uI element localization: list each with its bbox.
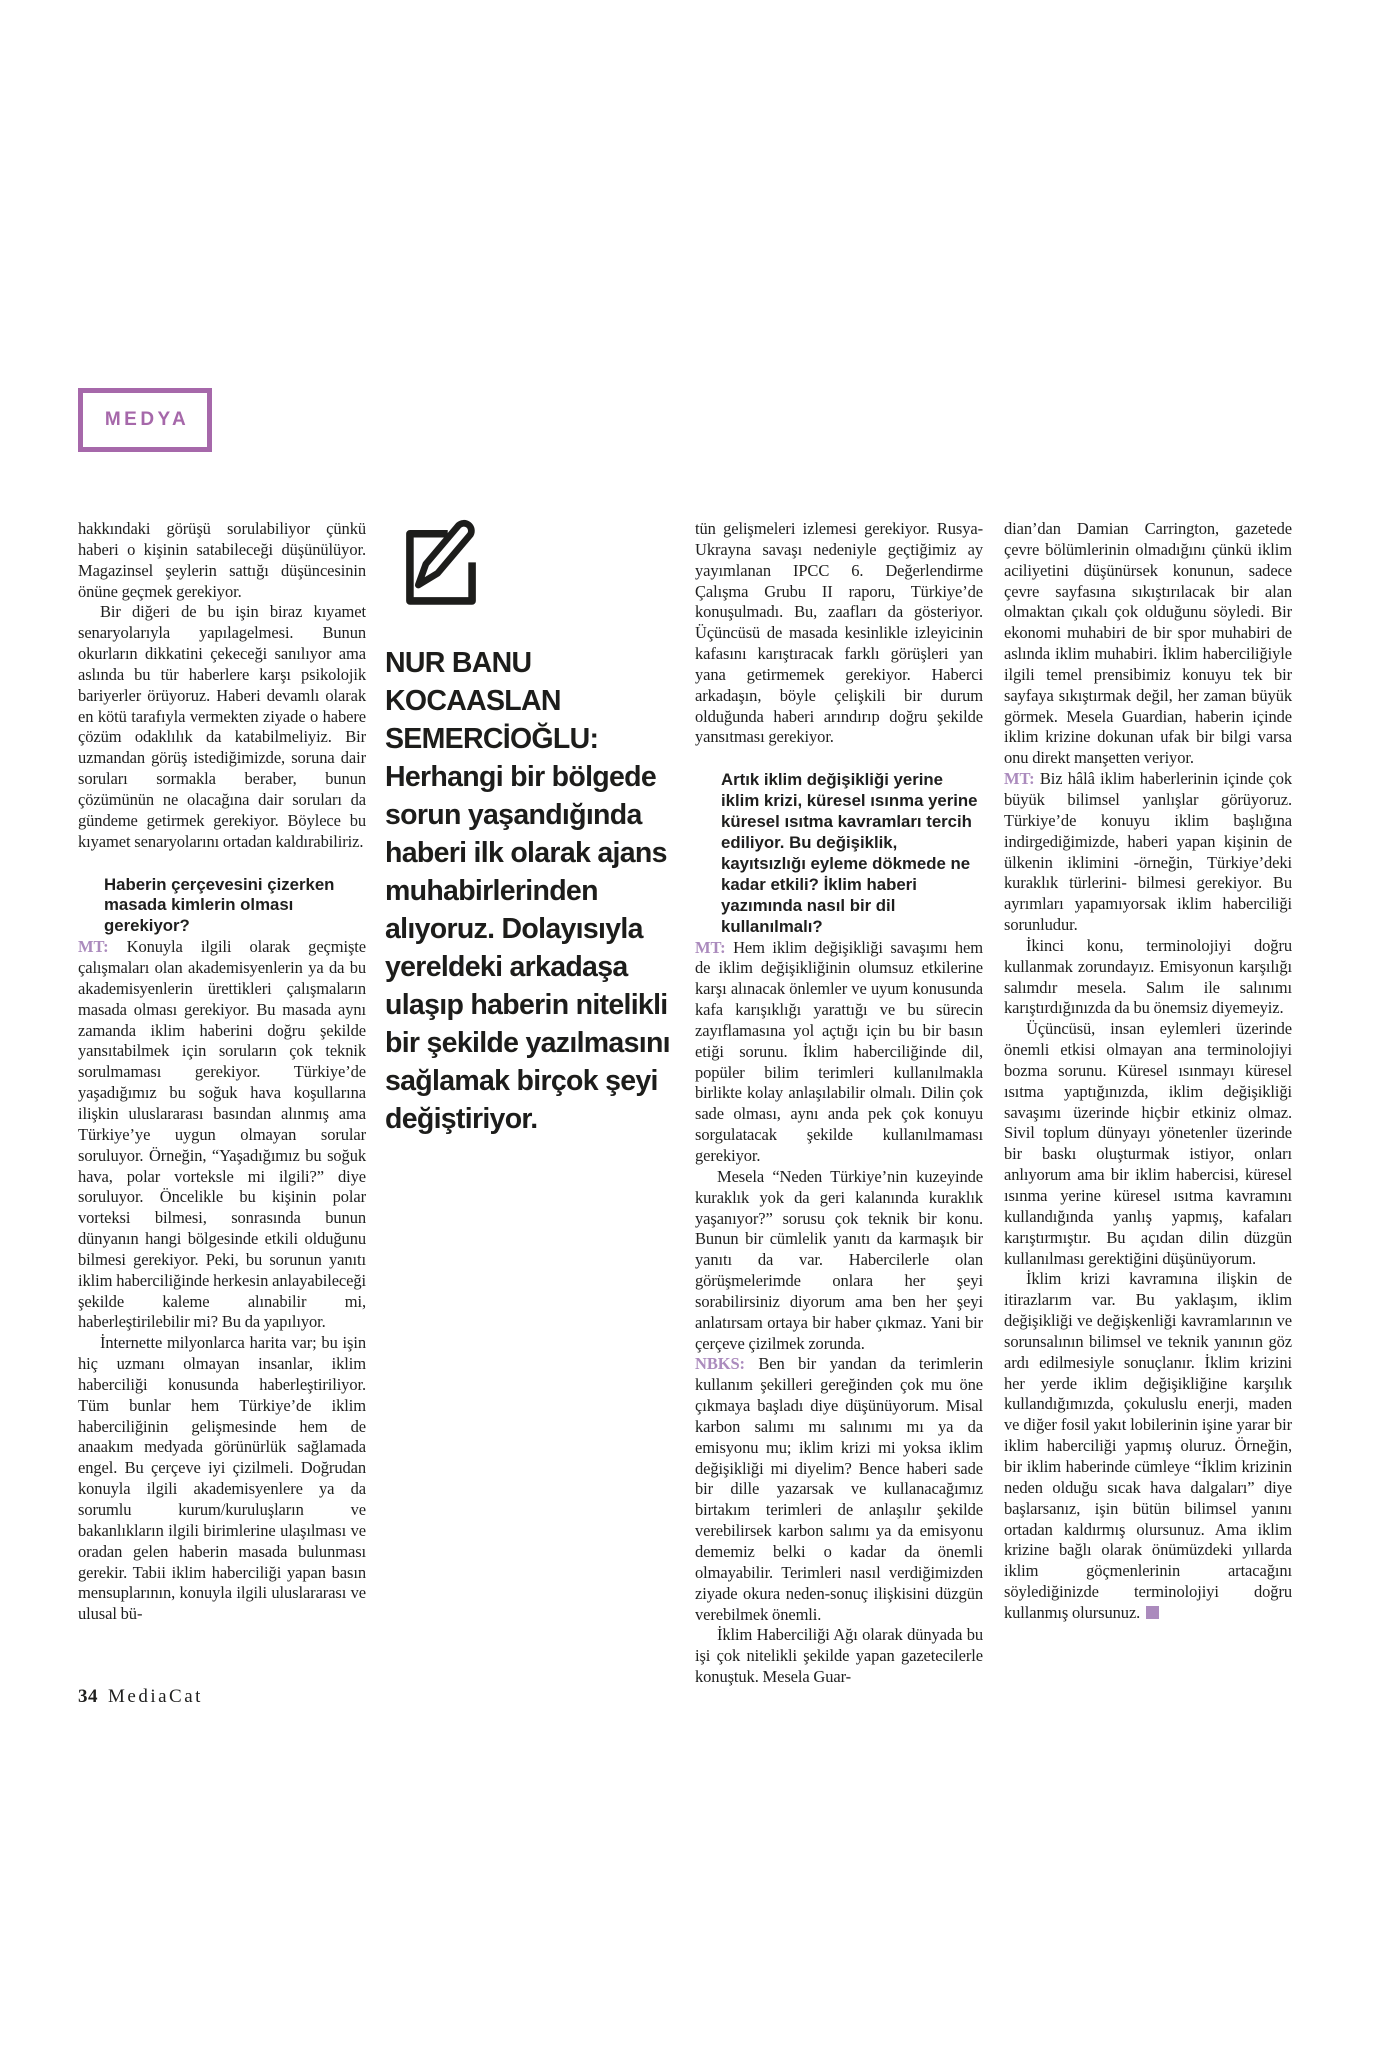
article-end-mark bbox=[1146, 1606, 1159, 1619]
article-paragraph: MT: Biz hâlâ iklim haberlerinin içinde çok büyük bilimsel yanlışlar görüyoruz. Türkiye’de konuyu iklim başlığına indirgediğimizde, haberi yapan kişinin de ülkenin iklimini -örneğin, Türkiye’deki kuraklık türlerini- bilmesi gerekiyor. Bu ayrımları yapamıyorsak iklim haberciliği sorunludur. bbox=[1004, 769, 1292, 935]
article-paragraph: dian’dan Damian Carrington, gazetede çevre bölümlerinin olmadığını çünkü iklim aciliyetini düşünürsek konunun, sadece çevre sayfasına sıkıştırılacak bir alan olmaktan çıkalı çok olduğunu söyledi. Bir ekonomi muhabiri de bir spor muhabiri de aslında iklim muhabiri. İklim haberciliğiyle ilgili temel prensibimiz konuyu tek bir sayfaya sıkıştırmak değil, her zaman büyük görmek. Mesela Guardian, haberin içinde iklim krizine dokunan ufak bir bilgi varsa onu direkt manşetten veriyor. bbox=[1004, 519, 1292, 768]
pull-quote-text-block bbox=[385, 644, 683, 1138]
interview-question: Haberin çerçevesini çizerken masada kimlerin olması gerekiyor? bbox=[104, 874, 335, 936]
article-paragraph: Bir diğeri de bu işin biraz kıyamet senaryolarıyla yapılagelmesi. Bunun okurların dikkatini çekeceği sanılıyor ama aslında bu tür haberlere karşı psikolojik bariyerler örüyoruz. Haberi devamlı olarak en kötü tarafıyla vermekten ziyade o habere çözüm odaklılık da katabilmeliyiz. Bir uzmandan görüş istediğimizde, soruna dair soruları sormakla beraber, bunun çözümünün ne olacağına dair soruları da gündeme getirmek gerekiyor. Böylece bu kıyamet senaryolarını ortadan kaldırabiliriz. bbox=[78, 602, 366, 851]
magazine-name: MediaCat bbox=[108, 1686, 203, 1707]
article-paragraph: NBKS: Ben bir yandan da terimlerin kullanım şekilleri gereğinden çok mu öne çıkmaya başladı diye düşünüyorum. Misal karbon salımı mı salınımı mı ya da emisyonu mu; iklim krizi mi yoksa iklim değişikliği mi diyelim? Bence haberi sade bir dille yazarsak ve kullanacağımız birtakım terimleri de anlaşılır şekilde verebilirsek karbon salımı ya da emisyonu dememiz belki o kadar da önemli olmayabilir. Terimleri nasıl verdiğimizden ziyade okura neden-sonuç ilişkisini düzgün verebilmek önemli. bbox=[695, 1354, 983, 1624]
speaker-initials-label: NBKS: bbox=[695, 1354, 745, 1374]
interview-question: Artık iklim değişikliği yerine iklim krizi, küresel ısınma yerine küresel ısıtma kavramları tercih ediliyor. Bu değişiklik, kayıtsızlığı eyleme dökmede ne kadar etkili? İklim haberi yazımında nasıl bir dil kullanılmalı? bbox=[721, 770, 978, 936]
article-paragraph: MT: Konuyla ilgili olarak geçmişte çalışmaları olan akademisyenlerin ya da bu akademisyenlerin ürettikleri çalışmaların masada olması gerekiyor. Bu masada aynı zamanda iklim haberini doğru şekilde yansıtabilmek için soruların çok teknik sorulmaması gerekiyor. Türkiye’de yaşadığımız bu soğuk hava koşullarına ilişkin uluslararası basından alınmış ama Türkiye’ye uygun olmayan sorular soruluyor. Örneğin, “Yaşadığımız bu soğuk hava, polar vorteksle mi ilgili?” diye soruluyor. Öncelikle bu kişinin polar vorteksi bilmesi, sonrasında bunun dünyanın hangi bölgesinde etkili olduğunu bilmesi gerekiyor. Peki, bu sorunun yanıtı iklim haberciliğinde herkesin anlayabileceği şekilde kaleme alınabilir mi, haberleştirilebilir mi? Bu da yapılıyor. bbox=[78, 937, 367, 1332]
speaker-initials-label: MT: bbox=[1004, 769, 1035, 789]
edit-compose-icon bbox=[399, 517, 483, 611]
article-paragraph: İnternette milyonlarca harita var; bu işin hiç uzmanı olmayan insanlar, iklim haberciliği konusunda haberleştiriliyor. Tüm bunlar hem Türkiye’de iklim haberciliğinin gelişmesinde hem de anaakım medyada görünürlük sağlamada engel. Bu çerçeve iyi çizilmeli. Doğrudan konuyla ilgili akademisyenlere ya da sorumlu kurum/kuruluşların ve bakanlıkların ilgili birimlerine ulaşılması ve oradan gelen haberin masada bulunması gerekir. Tabii iklim haberciliği yapan basın mensuplarının, konuyla ilgili uluslararası ve ulusal bü- bbox=[78, 1333, 366, 1624]
speaker-initials-label: MT: bbox=[695, 937, 726, 957]
article-paragraph: Üçüncüsü, insan eylemleri üzerinde önemli etkisi olmayan ana terminolojiyi bozma sorunu. Küresel ısınmayı küresel ısıtma yaptığınızda, iklim değişikliği savaşımı üzerinde hiçbir etkiniz olmaz. Sivil toplum dünyayı yönetenler üzerinde bir baskı oluşturmak istiyor, onları anlıyorum ama bir iklim habercisi, küresel ısınma yerine küresel ısıtma kavramını kullandığında yanlış yapmış, kafaları karıştırmıştır. Bu açıdan dilin düzgün kullanılması gerektiğini düşünüyorum. bbox=[1004, 1019, 1292, 1268]
speaker-name: NUR BANU KOCAASLAN SEMERCİOĞLU: bbox=[385, 647, 599, 755]
page-number: 34 bbox=[78, 1686, 98, 1707]
article-paragraph: hakkındaki görüşü sorulabiliyor çünkü haberi o kişinin satabileceği düşünülüyor. Magazinsel şeylerin sattığı düşüncesinin önüne geçmek gerekiyor. bbox=[78, 519, 366, 601]
article-paragraph: tün gelişmeleri izlemesi gerekiyor. Rusya-Ukrayna savaşı nedeniyle geçtiğimiz ay yayımlanan IPCC 6. Değerlendirme Çalışma Grubu II raporu, Türkiye’de konuşulmadı. Bu, zaafları da gösteriyor. Üçüncüsü de masada kesinlikle izleyicinin kafasını karıştıracak farklı görüşleri yan yana getirmemek gerekiyor. Haberci arkadaşın, böyle çelişkili bir durum olduğunda haberi arındırıp doğru şekilde yansıtması gerekiyor. bbox=[695, 519, 983, 747]
article-paragraph: İkinci konu, terminolojiyi doğru kullanmak zorundayız. Emisyonun karşılığı salımdır mesela. Salım ile salınımı karıştırdığınızda da bu önemsiz diyemeyiz. bbox=[1004, 935, 1292, 1018]
medya-section-badge bbox=[78, 388, 212, 452]
article-paragraph: İklim Haberciliği Ağı olarak dünyada bu işi çok nitelikli şekilde yapan gazetecilerle konuştuk. Mesela Guar- bbox=[695, 1625, 983, 1687]
page-footer bbox=[78, 1686, 203, 1708]
section-label: MEDYA bbox=[104, 409, 190, 430]
article-column-1 bbox=[78, 519, 366, 1625]
pull-quote-text: Herhangi bir bölgede sorun yaşandığında haberi ilk olarak ajans muhabirlerinden alıyoruz. Dolayısıyla yereldeki arkadaşa ulaşıp haberin nitelikli bir şekilde yazılmasını sağlamak birçok şeyi değiştiriyor. bbox=[385, 761, 670, 1135]
article-paragraph: İklim krizi kavramına ilişkin de itirazlarım var. Bu yaklaşım, iklim değişikliği ve değişkenliği kavramlarının ve sorunsalının bilimsel ve teknik yanının göz ardı edilmesiyle sonuçlanır. İklim krizini her yerde iklim değişikliğine karşılık kullandığımızda, çokuluslu enerji, maden ve diğer fosil yakıt lobilerinin işine yarar bir iklim haberciliği yapmış oluruz. Örneğin, bir iklim haberinde cümleye “İklim krizinin neden olduğu sıcak hava dalgaları” diye başlarsanız, işin bütün bilimsel yanını ortadan kaldırmış olursunuz. Ama iklim krizine bağlı olarak önümüzdeki yıllarda iklim göçmenlerinin artacağını söylediğinizde terminolojiyi doğru kullanmış olursunuz. bbox=[1004, 1269, 1292, 1622]
article-paragraph: Mesela “Neden Türkiye’nin kuzeyinde kuraklık yok da geri kalanında kuraklık yaşanıyor?” sorusu çok teknik bir konu. Bunun bir cümlelik yanıtı da karmaşık bir yanıtı da var. Habercilerle olan görüşmelerimde onlara her şeyi sorabilirsiniz diyorum ama ben her şeyi anlatırsam ortaya bir haber çıkmaz. Yani bir çerçeve çizilmek zorunda. bbox=[695, 1166, 983, 1353]
article-column-4 bbox=[1004, 519, 1292, 1624]
article-column-3 bbox=[695, 519, 983, 1688]
speaker-initials-label: MT: bbox=[78, 937, 109, 957]
article-paragraph: MT: Hem iklim değişikliği savaşımı hem de iklim değişikliğinin olumsuz etkilerine karşı alınacak önlemler ve uyum konusunda kafa karışıklığı yarattığı ve bu sürecin zayıflamasına yol açtığı için bu bir basın etiği sorunu. İklim haberciliğinde dil, popüler bilim terimleri kullanılmakla birlikte kolay anlaşılabilir olmalı. Dilin çok sade olması, aynı anda pek çok konuyu sorgulatacak şekilde kullanılmaması gerekiyor. bbox=[695, 937, 983, 1165]
